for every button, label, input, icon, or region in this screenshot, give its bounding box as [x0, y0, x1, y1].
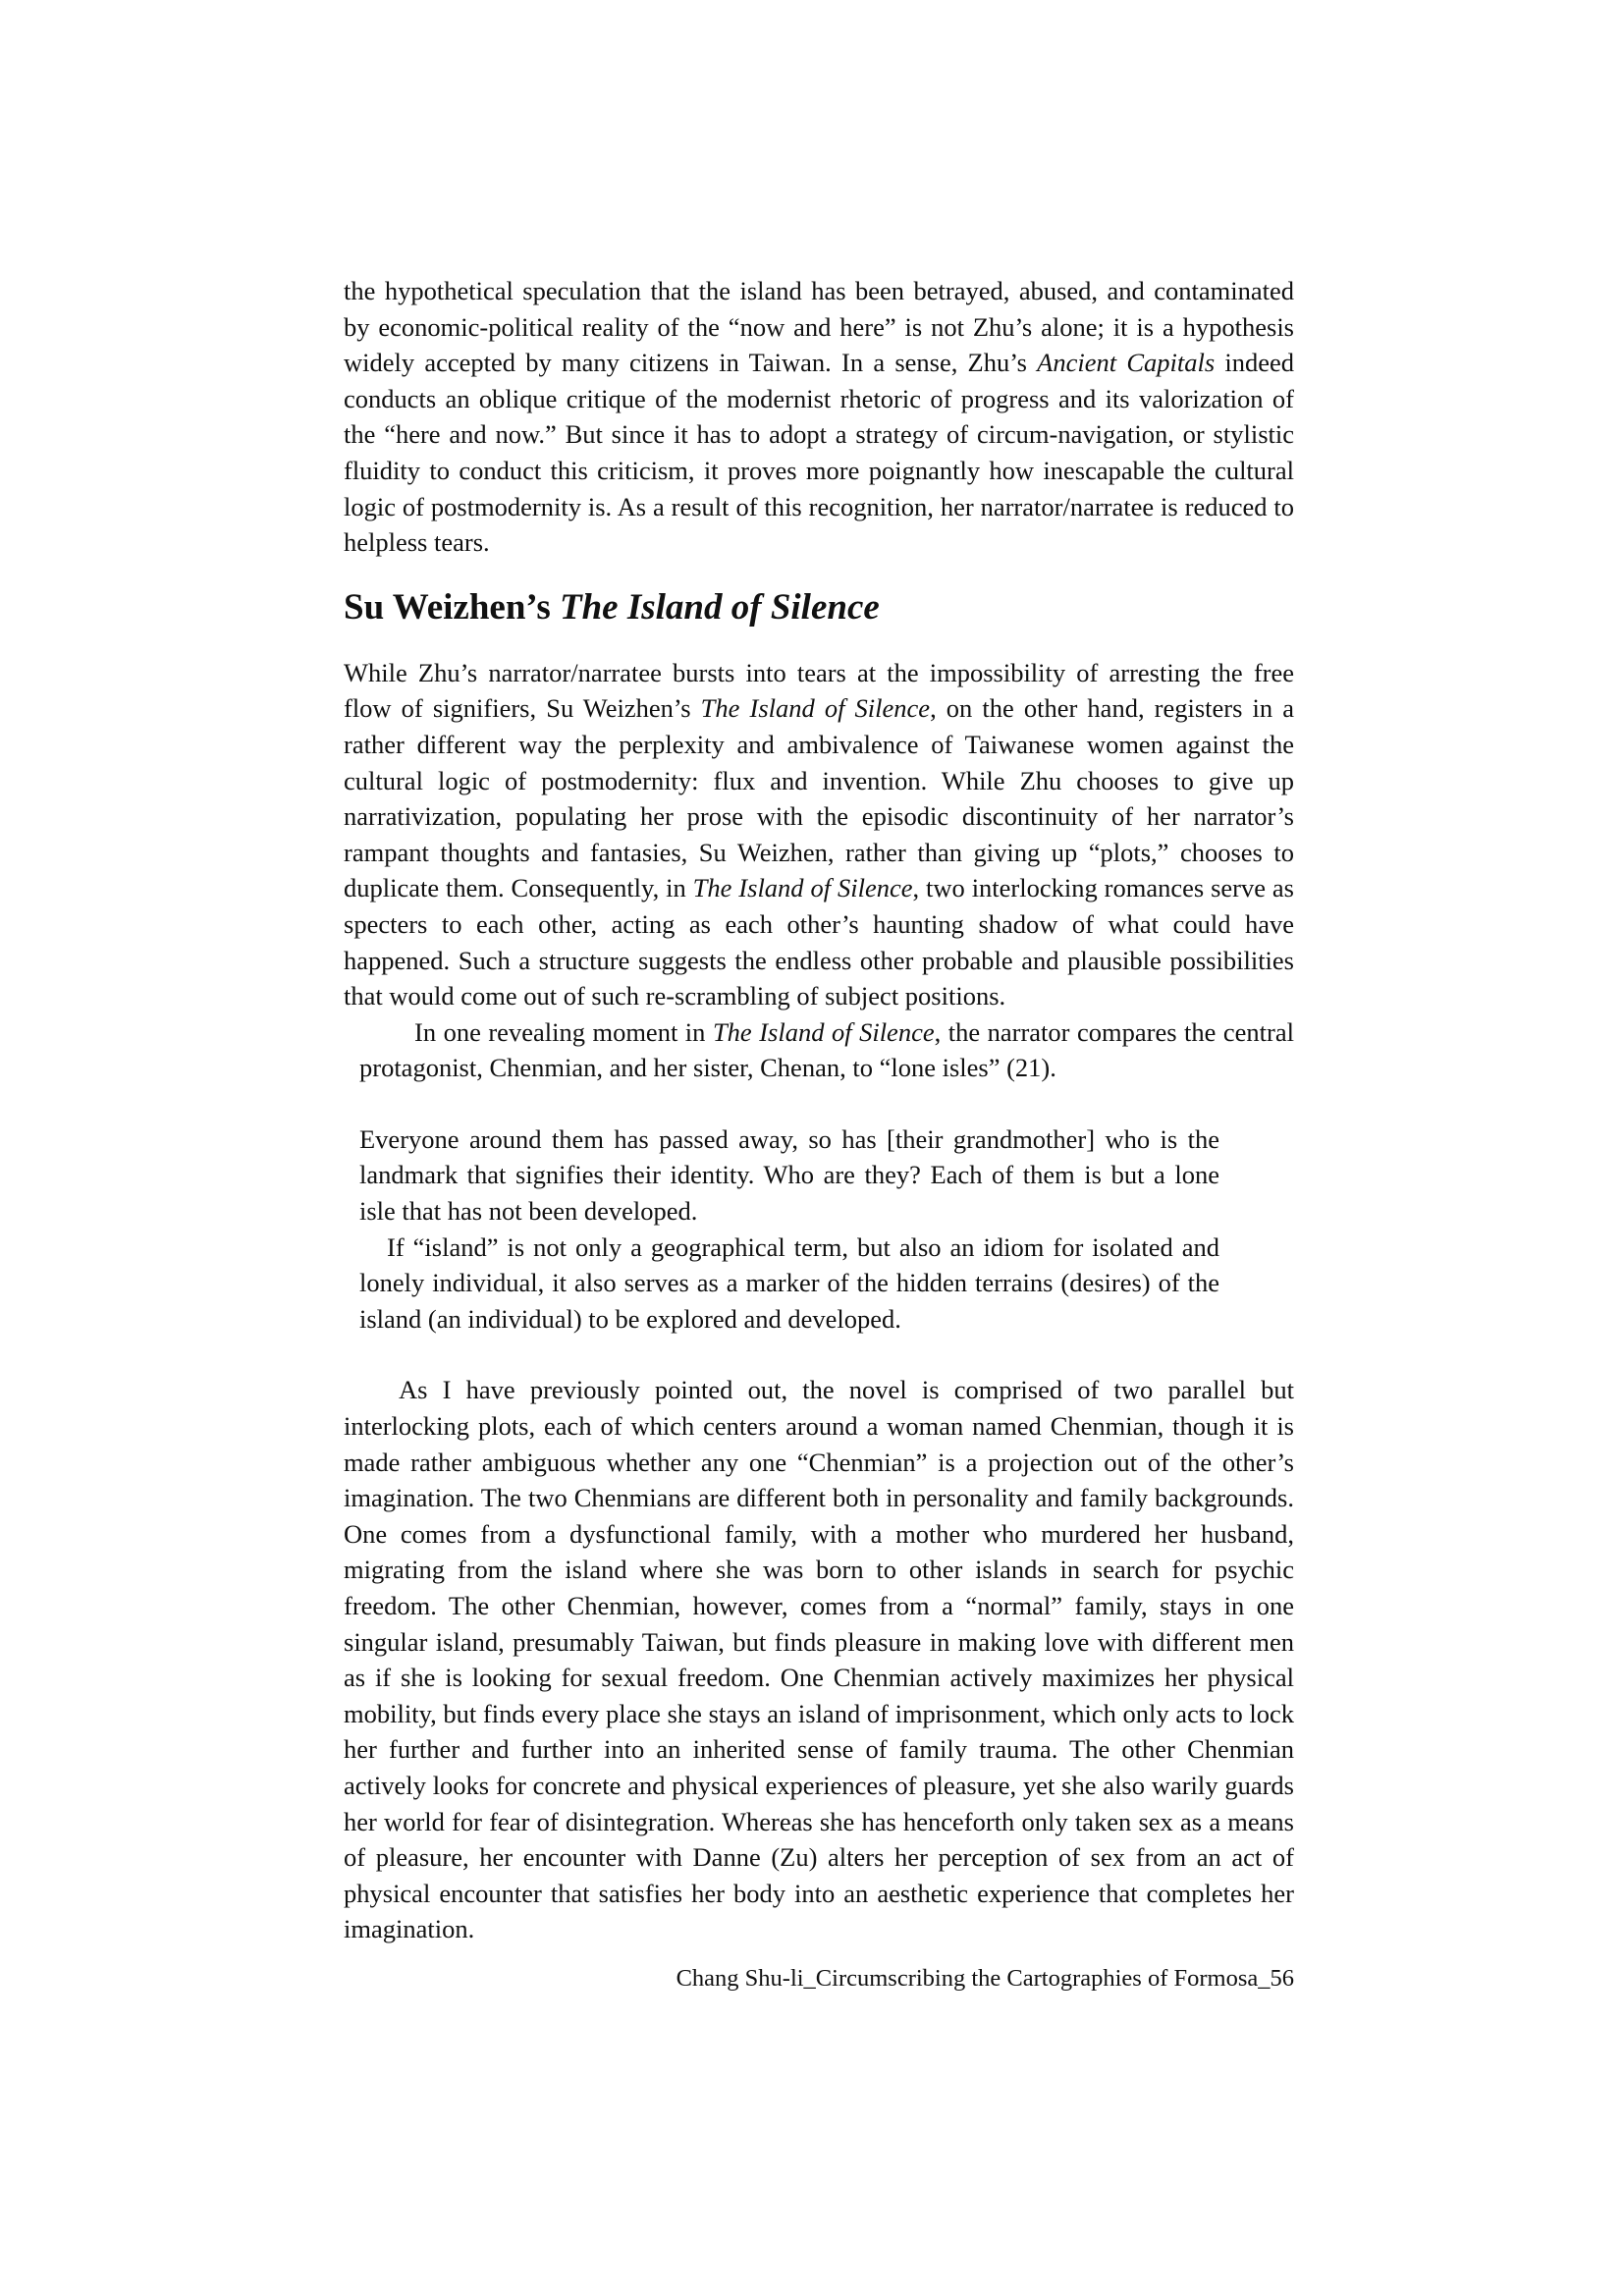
block-quote [359, 1121, 1219, 1338]
text-span: In one revealing moment in [414, 1016, 713, 1047]
book-title: Ancient Capitals [1037, 348, 1216, 378]
text-span: , on the other hand, registers in a rather different way the perplexity and ambivalence of Taiwanese women against the cultural logic of postmodernity: flux and invention. While Zhu chooses to give up narrativization, populating her prose with the episodic discontinuity of her narrator’s rampant thoughts and fantasies, Su Weizhen, rather than giving up “plots,” chooses to duplicate them. Consequently, in [344, 693, 1295, 903]
text-span: indeed conducts an oblique critique of the modernist rhetoric of progress and its valorization of the “here and now.” But since it has to adopt a strategy of circum-navigation, or stylistic fluidity to conduct this criticism, it proves more poignantly how inescapable the cultural logic of postmodernity is. As a result of this recognition, her narrator/narratee is reduced to helpless tears. [344, 348, 1294, 558]
section-heading [344, 586, 1294, 629]
book-title: The Island of Silence [692, 873, 913, 903]
intro-paragraph [344, 273, 1294, 561]
page-body [344, 273, 1294, 1947]
paragraph-4: As I have previously pointed out, the novel is comprised of two parallel but interlocking plots, each of which centers around a woman named Chenmian, though it is made rather ambiguous whether any one “Chenmian” is a projection out of the other’s imagination. The two Chenmians are different both in personality and family backgrounds. One comes from a dysfunctional family, with a mother who murdered her husband, migrating from the island where she was born to other islands in search for psychic freedom. The other Chenmian, however, comes from a “normal” family, stays in one singular island, presumably Taiwan, but finds pleasure in making love with different men as if she is looking for sexual freedom. One Chenmian actively maximizes her physical mobility, but finds every place she stays an island of imprisonment, which only acts to lock her further and further into an inherited sense of family trauma. The other Chenmian actively looks for concrete and physical experiences of pleasure, yet she also warily guards her world for fear of disintegration. Whereas she has henceforth only taken sex as a means of pleasure, her encounter with Danne (Zu) alters her perception of sex from an act of physical encounter that satisfies her body into an aesthetic experience that completes her imagination. [344, 1375, 1294, 1944]
quote-paragraph-2: If “island” is not only a geographical term, but also an idiom for isolated and lonely individual, it also serves as a marker of the hidden terrains (desires) of the island (an individual) to be explored and developed. [359, 1231, 1219, 1334]
quote-paragraph-1: Everyone around them has passed away, so has [their grandmother] who is the landmark that signifies their identity. Who are they? Each of them is but a lone isle that has not been developed. [359, 1123, 1219, 1227]
text-span: , the narrator compares the central protagonist, Chenmian, and her sister, Chenan, to “lone isles” (21). [359, 1016, 1294, 1083]
paragraph-3 [359, 1014, 1294, 1086]
text-span: the hypothetical speculation that the island has been betrayed, abused, and contaminated by economic-political reality of the “now and here” is not Zhu’s alone; it is a hypothesis widely accepted by many citizens in Taiwan. In a sense, Zhu’s [344, 276, 1294, 378]
text-span: While Zhu’s narrator/narratee bursts into tears at the impossibility of arresting the free flow of signifiers, Su Weizhen’s [344, 657, 1294, 724]
book-title: The Island of Silence [700, 693, 931, 724]
paragraph-2 [344, 655, 1294, 1014]
text-span: , two interlocking romances serve as specters to each other, acting as each other’s haunting shadow of what could have happened. Such a structure suggests the endless other probable and plausible possibilities that would come out of such re-scrambling of subject positions. [344, 873, 1294, 1011]
book-title: The Island of Silence [712, 1016, 935, 1047]
heading-book-title: The Island of Silence [560, 586, 880, 628]
paragraph-3-wrapper [359, 1014, 1294, 1086]
heading-text: Su Weizhen’s [344, 586, 560, 628]
page-footer: Chang Shu-li_Circumscribing the Cartographies of Formosa_56 [676, 1965, 1294, 1992]
